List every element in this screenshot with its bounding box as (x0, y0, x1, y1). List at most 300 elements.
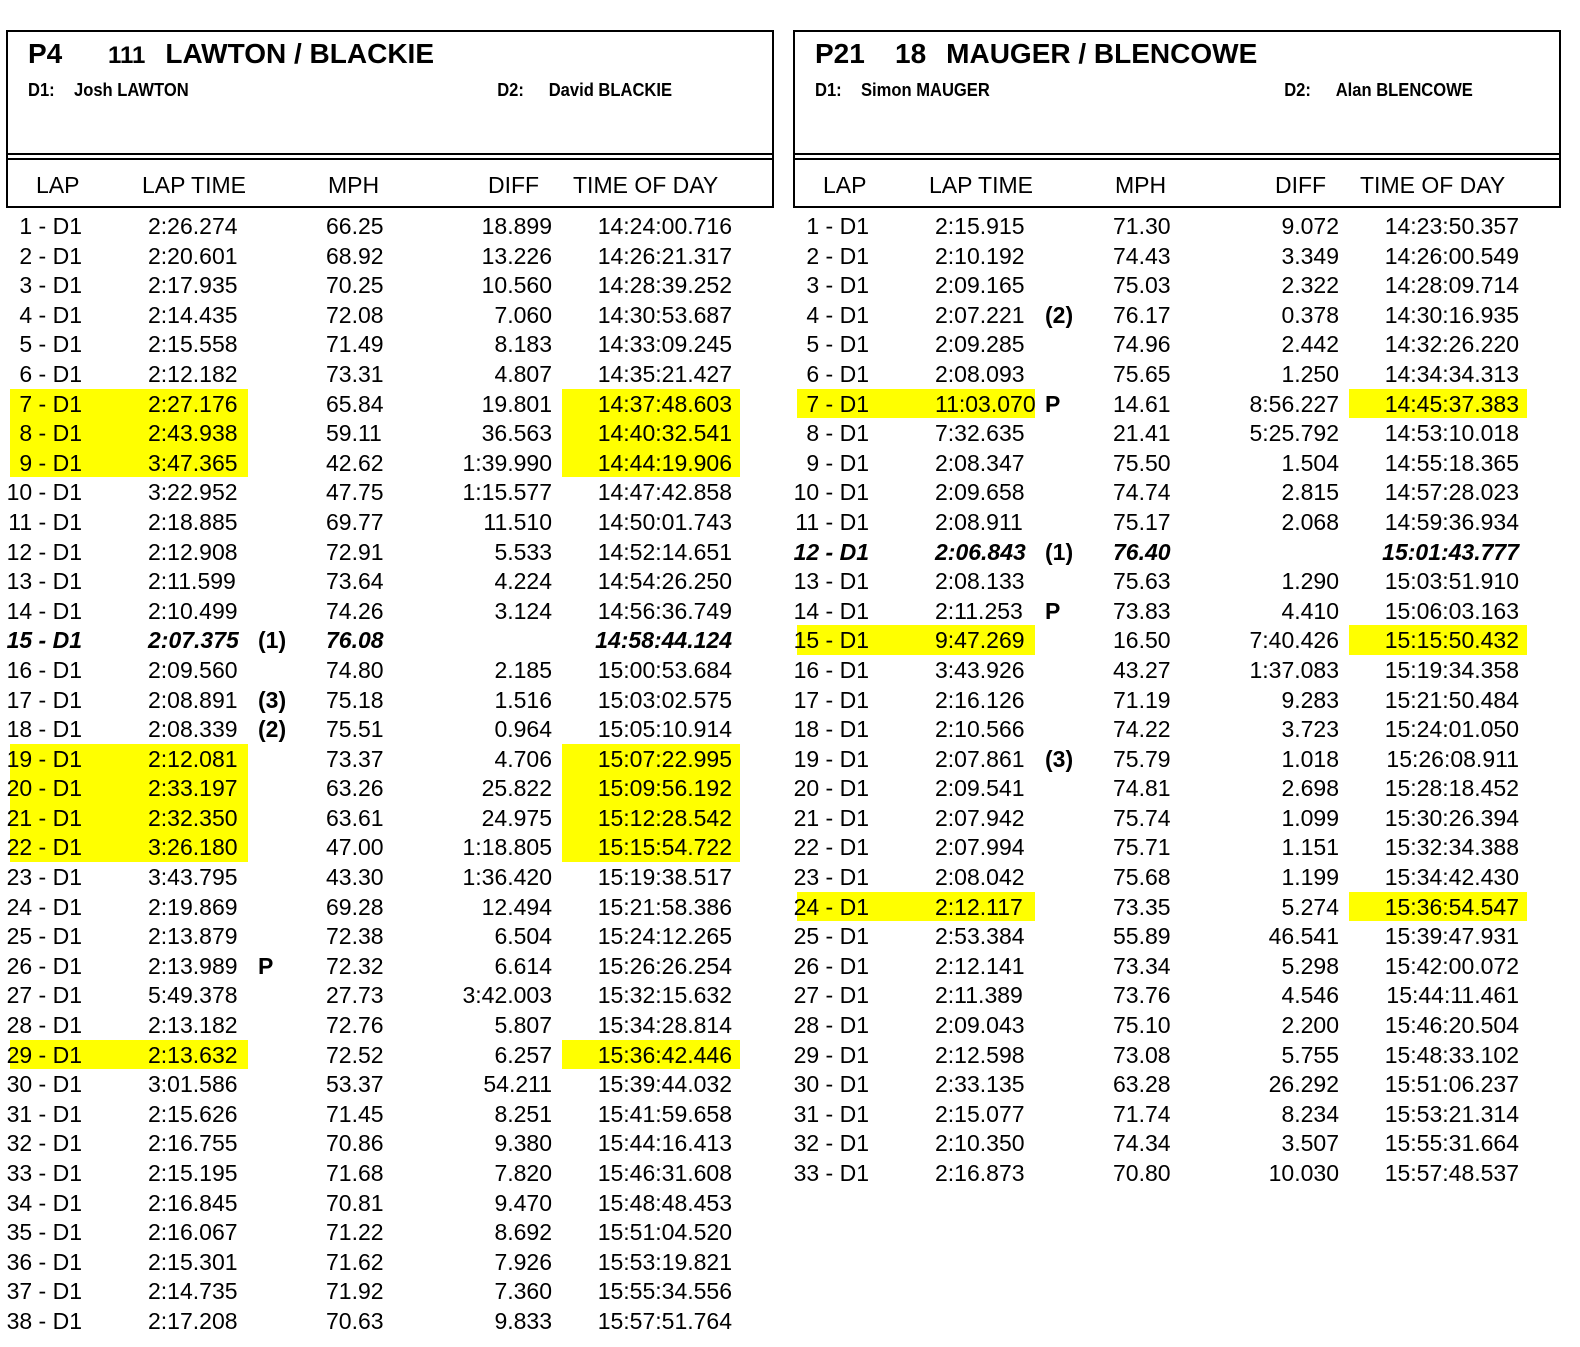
time-of-day: 15:41:59.658 (597, 1100, 732, 1127)
lap-row (793, 744, 1561, 774)
time-of-day: 14:55:18.365 (1384, 449, 1519, 476)
mph: 59.11 (326, 420, 382, 447)
mph: 75.63 (1113, 568, 1171, 595)
time-of-day: 14:45:37.383 (1384, 390, 1519, 417)
time-of-day: 15:39:47.931 (1384, 923, 1519, 950)
time-of-day: 15:55:34.556 (597, 1278, 732, 1305)
lap-number: 27 - D1 (793, 982, 869, 1009)
lap-row (793, 832, 1561, 862)
diff: 7.926 (494, 1248, 552, 1275)
lap-row (6, 270, 774, 300)
position: P21 (815, 38, 865, 69)
lap-number: 20 - D1 (6, 775, 82, 802)
diff: 26.292 (1268, 1071, 1339, 1098)
lap-time: 2:43.938 (148, 420, 238, 447)
diff: 4.224 (494, 568, 552, 595)
mph: 72.91 (326, 538, 384, 565)
lap-time: 9:47.269 (935, 627, 1025, 654)
lap-time: 11:03.070 (935, 390, 1036, 417)
lap-time: 2:07.942 (935, 804, 1025, 831)
lap-row (6, 566, 774, 596)
lap-marker: (1) (1045, 538, 1074, 565)
diff: 8.692 (494, 1219, 552, 1246)
lap-table (6, 211, 774, 1336)
lap-time: 2:13.879 (148, 923, 238, 950)
mph: 65.84 (326, 390, 384, 417)
diff: 18.899 (481, 213, 552, 239)
col-lap: LAP (823, 172, 867, 198)
diff: 7.820 (494, 1160, 552, 1186)
time-of-day: 15:03:02.575 (597, 686, 732, 713)
car-header (6, 30, 774, 155)
lap-number: 38 - D1 (6, 1307, 82, 1334)
mph: 75.18 (326, 686, 384, 713)
diff: 5.807 (494, 1012, 552, 1039)
diff: 5.755 (1281, 1041, 1339, 1068)
lap-number: 13 - D1 (6, 568, 82, 595)
lap-number: 31 - D1 (6, 1100, 82, 1127)
col-time-of-day: TIME OF DAY (573, 172, 719, 198)
mph: 76.08 (326, 627, 384, 654)
lap-row (6, 1128, 774, 1158)
mph: 70.81 (326, 1189, 384, 1216)
lap-number: 17 - D1 (6, 686, 82, 713)
diff: 8.183 (494, 331, 552, 358)
diff: 1.199 (1281, 864, 1339, 891)
diff: 6.614 (494, 952, 552, 979)
lap-number: 6 - D1 (19, 360, 82, 387)
diff: 9.833 (494, 1307, 552, 1334)
lap-row (793, 566, 1561, 596)
column-headers (6, 158, 774, 208)
lap-number: 11 - D1 (8, 508, 82, 535)
time-of-day: 15:32:15.632 (597, 982, 732, 1009)
lap-row (793, 1099, 1561, 1129)
time-of-day: 15:21:58.386 (597, 893, 732, 920)
drivers-line (815, 80, 1477, 101)
mph: 73.34 (1113, 952, 1171, 979)
lap-time: 2:09.658 (935, 479, 1025, 506)
mph: 71.92 (326, 1278, 384, 1305)
lap-number: 7 - D1 (806, 390, 869, 417)
diff: 11.510 (483, 508, 552, 535)
lap-number: 12 - D1 (793, 538, 869, 565)
mph: 74.96 (1113, 331, 1171, 358)
lap-time: 2:12.081 (148, 745, 238, 772)
driver2-label: D2: (1284, 80, 1311, 100)
lap-time: 2:10.566 (935, 716, 1025, 743)
diff: 12.494 (481, 893, 552, 920)
lap-time: 2:09.541 (935, 775, 1025, 802)
time-of-day: 14:28:09.714 (1384, 272, 1519, 299)
mph: 75.68 (1113, 864, 1171, 891)
lap-row (6, 211, 774, 241)
time-of-day: 14:26:21.317 (597, 242, 732, 269)
mph: 74.80 (326, 656, 384, 683)
diff: 1.290 (1281, 568, 1339, 595)
lap-time: 2:14.735 (148, 1278, 238, 1305)
time-of-day: 15:39:44.032 (597, 1071, 732, 1098)
lap-number: 3 - D1 (806, 272, 869, 299)
mph: 71.22 (326, 1219, 384, 1246)
lap-time: 3:47.365 (148, 449, 238, 476)
lap-row (6, 714, 774, 744)
diff: 2.068 (1281, 508, 1339, 535)
lap-row (6, 773, 774, 803)
diff: 6.257 (494, 1041, 552, 1068)
lap-time: 2:13.632 (148, 1041, 238, 1068)
mph: 75.71 (1113, 834, 1171, 861)
lap-time: 2:15.301 (148, 1248, 238, 1275)
lap-row (6, 862, 774, 892)
crew-name: MAUGER / BLENCOWE (946, 38, 1258, 69)
lap-time: 2:07.375 (148, 627, 239, 654)
lap-time: 2:33.197 (148, 775, 238, 802)
time-of-day: 15:46:20.504 (1384, 1012, 1519, 1039)
lap-time: 3:43.795 (148, 864, 238, 891)
lap-number: 23 - D1 (793, 864, 869, 891)
time-of-day: 14:59:36.934 (1384, 508, 1519, 535)
lap-time: 3:43.926 (935, 656, 1025, 683)
time-of-day: 15:44:11.461 (1386, 982, 1519, 1009)
time-of-day: 15:55:31.664 (1384, 1130, 1519, 1157)
lap-time: 2:08.347 (935, 449, 1025, 476)
diff: 2.815 (1281, 479, 1339, 506)
lap-number: 4 - D1 (19, 301, 82, 328)
lap-time: 2:26.274 (148, 213, 238, 239)
mph: 74.74 (1113, 479, 1171, 506)
lap-row (6, 596, 774, 626)
mph: 42.62 (326, 449, 384, 476)
lap-number: 14 - D1 (6, 597, 82, 624)
lap-number: 1 - D1 (19, 213, 82, 239)
lap-number: 25 - D1 (793, 923, 869, 950)
lap-row (793, 448, 1561, 478)
time-of-day: 15:48:48.453 (597, 1189, 732, 1216)
diff: 1.151 (1281, 834, 1339, 861)
diff: 4.706 (494, 745, 552, 772)
lap-row (793, 211, 1561, 241)
lap-time: 2:08.891 (148, 686, 238, 713)
column-headers (793, 158, 1561, 208)
car-header (793, 30, 1561, 155)
mph: 71.45 (326, 1100, 384, 1127)
mph: 63.26 (326, 775, 384, 802)
diff: 5.298 (1281, 952, 1339, 979)
lap-number: 11 - D1 (795, 508, 869, 535)
lap-row (6, 1188, 774, 1218)
lap-number: 15 - D1 (6, 627, 82, 654)
lap-time: 2:09.043 (935, 1012, 1025, 1039)
time-of-day: 15:36:42.446 (597, 1041, 732, 1068)
lap-row (6, 625, 774, 655)
col-diff: DIFF (488, 172, 540, 198)
time-of-day: 14:54:26.250 (597, 568, 732, 595)
time-of-day: 15:57:48.537 (1384, 1160, 1519, 1186)
diff: 46.541 (1268, 923, 1339, 950)
lap-number: 31 - D1 (793, 1100, 869, 1127)
lap-number: 26 - D1 (793, 952, 869, 979)
lap-time: 2:16.755 (148, 1130, 238, 1157)
diff: 1.018 (1281, 745, 1339, 772)
driver1-name: Simon MAUGER (861, 80, 990, 100)
diff: 4.546 (1281, 982, 1339, 1009)
diff: 19.801 (481, 390, 552, 417)
lap-number: 33 - D1 (793, 1160, 869, 1186)
diff: 0.964 (494, 716, 552, 743)
lap-row (793, 477, 1561, 507)
mph: 74.26 (326, 597, 384, 624)
time-of-day: 15:26:26.254 (597, 952, 732, 979)
diff: 8.251 (494, 1100, 552, 1127)
lap-number: 9 - D1 (19, 449, 82, 476)
lap-row (6, 389, 774, 419)
lap-time: 2:12.182 (148, 360, 238, 387)
lap-number: 33 - D1 (6, 1160, 82, 1186)
diff: 3.507 (1281, 1130, 1339, 1157)
lap-time: 2:53.384 (935, 923, 1025, 950)
lap-row (6, 1158, 774, 1188)
diff: 3.723 (1281, 716, 1339, 743)
diff: 1:15.577 (462, 479, 552, 506)
mph: 68.92 (326, 242, 384, 269)
lap-number: 9 - D1 (806, 449, 869, 476)
diff: 3.124 (494, 597, 552, 624)
lap-marker: (2) (258, 716, 287, 743)
mph: 73.76 (1113, 982, 1171, 1009)
lap-row (793, 241, 1561, 271)
mph: 72.52 (326, 1041, 384, 1068)
lap-time: 2:10.192 (935, 242, 1025, 269)
lap-number: 32 - D1 (6, 1130, 82, 1157)
driver2-name: David BLACKIE (548, 80, 673, 100)
lap-number: 16 - D1 (6, 656, 82, 683)
lap-row (6, 241, 774, 271)
lap-marker: P (1045, 390, 1061, 417)
time-of-day: 15:15:54.722 (597, 834, 732, 861)
lap-time: 2:09.285 (935, 331, 1025, 358)
time-of-day: 15:09:56.192 (597, 775, 732, 802)
lap-time: 2:33.135 (935, 1071, 1025, 1098)
car-panel-p4 (6, 30, 774, 1336)
lap-row (6, 685, 774, 715)
time-of-day: 15:42:00.072 (1384, 952, 1519, 979)
time-of-day: 15:21:50.484 (1384, 686, 1519, 713)
driver1-name: Josh LAWTON (74, 80, 189, 100)
mph: 75.65 (1113, 360, 1171, 387)
lap-time: 2:11.599 (148, 568, 236, 595)
col-lap-time: LAP TIME (929, 172, 1033, 198)
mph: 27.73 (326, 982, 384, 1009)
lap-time: 2:19.869 (148, 893, 238, 920)
mph: 73.31 (326, 360, 384, 387)
car-number: 111 (108, 42, 146, 69)
lap-row (793, 714, 1561, 744)
col-time-of-day: TIME OF DAY (1360, 172, 1506, 198)
mph: 21.41 (1113, 420, 1171, 447)
lap-number: 21 - D1 (6, 804, 82, 831)
diff: 1.099 (1281, 804, 1339, 831)
diff: 2.698 (1281, 775, 1339, 802)
lap-time: 2:13.989 (148, 952, 238, 979)
diff: 6.504 (494, 923, 552, 950)
lap-time: 2:11.389 (935, 982, 1023, 1009)
lap-row (6, 300, 774, 330)
time-of-day: 14:30:53.687 (597, 301, 732, 328)
mph: 72.08 (326, 301, 384, 328)
lap-row (793, 921, 1561, 951)
lap-row (6, 744, 774, 774)
lap-time: 2:06.843 (935, 538, 1026, 565)
mph: 66.25 (326, 213, 384, 239)
lap-marker: (3) (1045, 745, 1074, 772)
time-of-day: 15:34:28.814 (597, 1012, 732, 1039)
lap-time: 2:07.221 (935, 301, 1025, 328)
lap-number: 36 - D1 (6, 1248, 82, 1275)
diff: 54.211 (483, 1071, 552, 1098)
lap-row (793, 685, 1561, 715)
lap-number: 18 - D1 (793, 716, 869, 743)
lap-number: 30 - D1 (6, 1071, 82, 1098)
lap-row (793, 1128, 1561, 1158)
mph: 75.79 (1113, 745, 1171, 772)
lap-time: 2:12.908 (148, 538, 238, 565)
lap-number: 23 - D1 (6, 864, 82, 891)
mph: 71.30 (1113, 213, 1171, 239)
diff: 8.234 (1281, 1100, 1339, 1127)
time-of-day: 14:26:00.549 (1384, 242, 1519, 269)
lap-number: 24 - D1 (6, 893, 82, 920)
mph: 73.64 (326, 568, 384, 595)
mph: 47.75 (326, 479, 384, 506)
lap-number: 19 - D1 (793, 745, 869, 772)
lap-row (6, 359, 774, 389)
lap-row (793, 1158, 1561, 1188)
lap-time: 3:26.180 (148, 834, 238, 861)
lap-number: 25 - D1 (6, 923, 82, 950)
lap-time: 2:16.126 (935, 686, 1025, 713)
diff: 25.822 (481, 775, 552, 802)
time-of-day: 14:58:44.124 (595, 627, 732, 654)
mph: 70.63 (326, 1307, 384, 1334)
mph: 72.38 (326, 923, 384, 950)
driver1-label: D1: (815, 80, 842, 100)
lap-row (793, 537, 1561, 567)
diff: 1:39.990 (462, 449, 552, 476)
time-of-day: 15:24:01.050 (1384, 716, 1519, 743)
lap-row (6, 1247, 774, 1277)
time-of-day: 14:53:10.018 (1384, 420, 1519, 447)
lap-number: 10 - D1 (793, 479, 869, 506)
time-of-day: 14:33:09.245 (597, 331, 732, 358)
diff: 1:18.805 (462, 834, 552, 861)
lap-number: 10 - D1 (6, 479, 82, 506)
lap-number: 35 - D1 (6, 1219, 82, 1246)
lap-number: 14 - D1 (793, 597, 869, 624)
lap-time: 2:16.873 (935, 1160, 1025, 1186)
mph: 71.68 (326, 1160, 384, 1186)
mph: 43.30 (326, 864, 384, 891)
time-of-day: 15:51:06.237 (1384, 1071, 1519, 1098)
diff: 13.226 (481, 242, 552, 269)
lap-time: 2:08.042 (935, 864, 1025, 891)
diff: 3:42.003 (462, 982, 552, 1009)
time-of-day: 14:30:16.935 (1384, 301, 1519, 328)
lap-time: 2:12.117 (935, 893, 1023, 920)
time-of-day: 14:50:01.743 (597, 508, 732, 535)
mph: 75.51 (326, 716, 384, 743)
time-of-day: 14:37:48.603 (597, 390, 732, 417)
lap-row (793, 892, 1561, 922)
lap-row (793, 655, 1561, 685)
lap-time: 2:10.350 (935, 1130, 1025, 1157)
lap-number: 15 - D1 (793, 627, 869, 654)
lap-row (793, 1069, 1561, 1099)
mph: 55.89 (1113, 923, 1171, 950)
diff: 1.516 (494, 686, 552, 713)
car-title (815, 38, 1257, 70)
time-of-day: 15:44:16.413 (597, 1130, 732, 1157)
lap-marker: P (258, 952, 274, 979)
time-of-day: 14:56:36.749 (597, 597, 732, 624)
lap-number: 6 - D1 (806, 360, 869, 387)
car-title (28, 38, 434, 70)
time-of-day: 14:57:28.023 (1384, 479, 1519, 506)
lap-number: 22 - D1 (793, 834, 869, 861)
mph: 72.76 (326, 1012, 384, 1039)
time-of-day: 15:01:43.777 (1382, 538, 1519, 565)
diff: 5.533 (494, 538, 552, 565)
lap-row (6, 980, 774, 1010)
lap-row (6, 1217, 774, 1247)
lap-time: 7:32.635 (935, 420, 1025, 447)
diff: 1:36.420 (462, 864, 552, 891)
lap-row (793, 951, 1561, 981)
lap-time: 5:49.378 (148, 982, 238, 1009)
diff: 8:56.227 (1249, 390, 1339, 417)
mph: 71.19 (1113, 686, 1171, 713)
lap-row (6, 655, 774, 685)
lap-row (6, 477, 774, 507)
diff: 2.442 (1281, 331, 1339, 358)
lap-time: 2:11.253 (935, 597, 1023, 624)
mph: 73.35 (1113, 893, 1171, 920)
diff: 9.072 (1281, 213, 1339, 239)
lap-number: 8 - D1 (806, 420, 869, 447)
lap-number: 27 - D1 (6, 982, 82, 1009)
lap-number: 29 - D1 (6, 1041, 82, 1068)
lap-marker: (1) (258, 627, 287, 654)
time-of-day: 15:26:08.911 (1386, 745, 1519, 772)
lap-number: 29 - D1 (793, 1041, 869, 1068)
lap-number: 2 - D1 (806, 242, 869, 269)
mph: 70.86 (326, 1130, 384, 1157)
mph: 71.62 (326, 1248, 384, 1275)
lap-row (6, 951, 774, 981)
col-mph: MPH (1115, 172, 1167, 198)
lap-number: 21 - D1 (793, 804, 869, 831)
time-of-day: 15:03:51.910 (1384, 568, 1519, 595)
lap-time: 2:17.208 (148, 1307, 238, 1334)
lap-number: 30 - D1 (793, 1071, 869, 1098)
lap-row (793, 773, 1561, 803)
lap-time: 2:12.141 (935, 952, 1025, 979)
driver2-label: D2: (497, 80, 524, 100)
col-lap-time: LAP TIME (142, 172, 246, 198)
lap-number: 3 - D1 (19, 272, 82, 299)
col-diff: DIFF (1275, 172, 1327, 198)
lap-row (793, 418, 1561, 448)
